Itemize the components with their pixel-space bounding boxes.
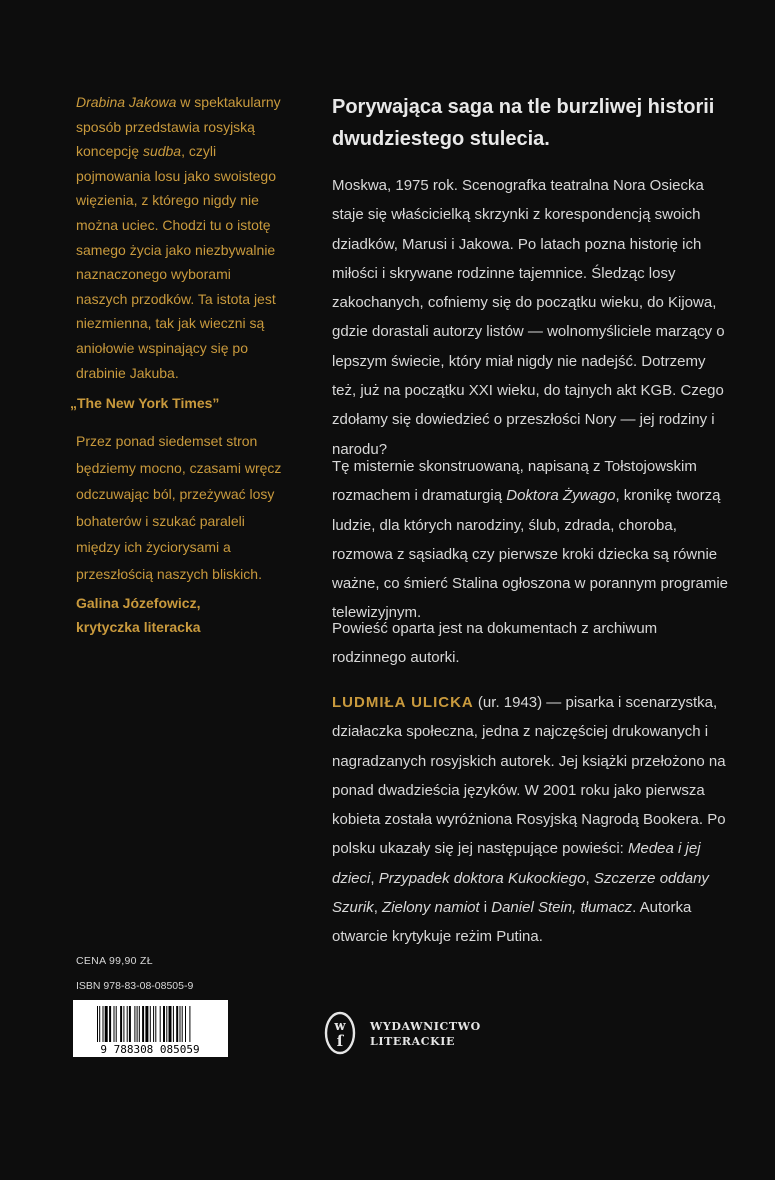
barcode-bar [185, 1006, 186, 1042]
svg-text:w: w [334, 1019, 346, 1034]
isbn-label: ISBN 978-83-08-08505-9 [76, 980, 194, 992]
barcode-bar [142, 1006, 144, 1042]
publisher-name: WYDAWNICTWO LITERACKIE [370, 1020, 481, 1048]
barcode-bar [153, 1006, 154, 1042]
quote-critic [76, 428, 286, 639]
blurb-paragraph-2: Tę misternie skonstruowaną, napisaną z Tołstojowskim rozmachem i dramaturgią Doktora Żywago, kronikę tworzą ludzie, dla których narodziny, ślub, zdrada, choroba, rozmowa z sąsiadką czy pierwsze kroki dziecka są równie ważne, co śmierć Stalina ogłoszona w porannym programie telewizyjnym. [332, 458, 729, 622]
barcode-bar [169, 1006, 172, 1042]
barcode-bar [160, 1006, 161, 1042]
barcode-bar [173, 1006, 174, 1042]
barcode-bar [150, 1006, 151, 1042]
quote-nyt-source: „The New York Times” [70, 395, 220, 412]
wl-monogram-icon [322, 1009, 358, 1057]
barcode-bar [129, 1006, 131, 1042]
quote-critic-source: Galina Józefowicz, krytyczka literacka [76, 595, 201, 635]
book-title: Szczerze oddany Szurik [332, 869, 709, 917]
book-title: Zielony namiot [382, 899, 480, 917]
barcode-bar [120, 1006, 122, 1042]
headline: Porywająca saga na tle burzliwej historii dwudziestego stulecia. [332, 96, 715, 150]
barcode-bar [105, 1006, 108, 1042]
price-label: CENA 99,90 ZŁ [76, 955, 153, 967]
blurb-paragraph-3: Powieść oparta jest na dokumentach z archiwum rodzinnego autorki. [332, 620, 658, 667]
barcode-bar [176, 1006, 178, 1042]
barcode-bar [180, 1006, 181, 1042]
barcode-bar [116, 1006, 117, 1042]
barcode-bar [155, 1006, 156, 1042]
barcode-bar [145, 1006, 148, 1042]
quote-nyt [70, 90, 286, 415]
barcode-bar [137, 1006, 138, 1042]
term-sudba: sudba [142, 143, 182, 160]
book-title: Przypadek doktora Kukockiego [378, 869, 586, 887]
barcode-bar [163, 1006, 165, 1042]
author-bio: LUDMIŁA ULICKA (ur. 1943) — pisarka i scenarzystka, działaczka społeczna, jedna z najczęściej drukowanych i nagradzanych rosyjskich autorek. Jej książki przełożono na ponad dwadzieścia języków. W 2001 roku jako pierwsza kobieta została wyróżniona Rosyjską Nagrodą Bookera. Po polsku ukazały się jej następujące powieści: Medea i jej dzieci, Przypadek doktora Kukockiego, Szczerze oddany Szurik, Zielony namiot i Daniel Stein, tłumacz. Autorka otwarcie krytykuje reżim Putina. [332, 694, 726, 946]
barcode-bar [139, 1006, 140, 1042]
barcode-bar [134, 1006, 135, 1042]
barcode-bar [166, 1006, 167, 1042]
quote-critic-text: Przez ponad siedemset stron będziemy mocno, czasami wręcz odczuwając ból, przeżywać losy bohaterów i szukać paraleli między ich życiorysami a przeszłością naszych bliskich. [76, 433, 282, 582]
barcode-bar [114, 1006, 115, 1042]
book-title: Medea i jej dzieci [332, 840, 701, 887]
book-title: Drabina Jakowa [76, 94, 177, 110]
barcode-bar [97, 1006, 98, 1042]
svg-text:ſ: ſ [336, 1032, 344, 1050]
barcode-graphic [73, 1000, 228, 1057]
blurb-paragraph-1: Moskwa, 1975 rok. Scenografka teatralna Nora Osiecka staje się właścicielką skrzynki z korespondencją swoich dziadków, Marusi i Jakowa. Po latach pozna historię ich miłości i skrywane rodzinne tajemnice. Śledząc losy zakochanych, cofniemy się do początku wieku, do Kijowa, gdzie dorastali autorzy listów — wolnomyśliciele marzący o lepszym świecie, który miał nigdy nie nadejść. Dotrzemy też, już na początku XXI wieku, do tajnych akt KGB. Czego zdołamy się dowiedzieć o przeszłości Nory — jej rodziny i narodu? [332, 177, 725, 458]
barcode-bar [103, 1006, 104, 1042]
isbn-barcode [73, 1000, 228, 1057]
barcode-bar [99, 1006, 100, 1042]
barcode-bar [127, 1006, 128, 1042]
barcode-digits: 9 788308 085059 [100, 1043, 200, 1056]
publisher-logo [322, 1009, 502, 1059]
barcode-bar [109, 1006, 111, 1042]
author-name: LUDMIŁA ULICKA [332, 694, 474, 711]
book-title: Daniel Stein, tłumacz [491, 899, 633, 917]
quote-nyt-text: Drabina Jakowa w spektakularny sposób przedstawia rosyjską koncepcję sudba, czyli pojmowania losu jako swoistego więzienia, z którego nigdy nie można uciec. Chodzi tu o istotę samego życia jako niezbywalnie naznaczonego wyborami naszych przodków. Ta istota jest niezmienna, tak jak wieczni są aniołowie wspinający się po drabinie Jakuba. [76, 94, 281, 381]
barcode-bar [123, 1006, 124, 1042]
book-title: Doktora Żywago [506, 487, 616, 505]
barcode-bar [189, 1006, 190, 1042]
barcode-bar [182, 1006, 183, 1042]
